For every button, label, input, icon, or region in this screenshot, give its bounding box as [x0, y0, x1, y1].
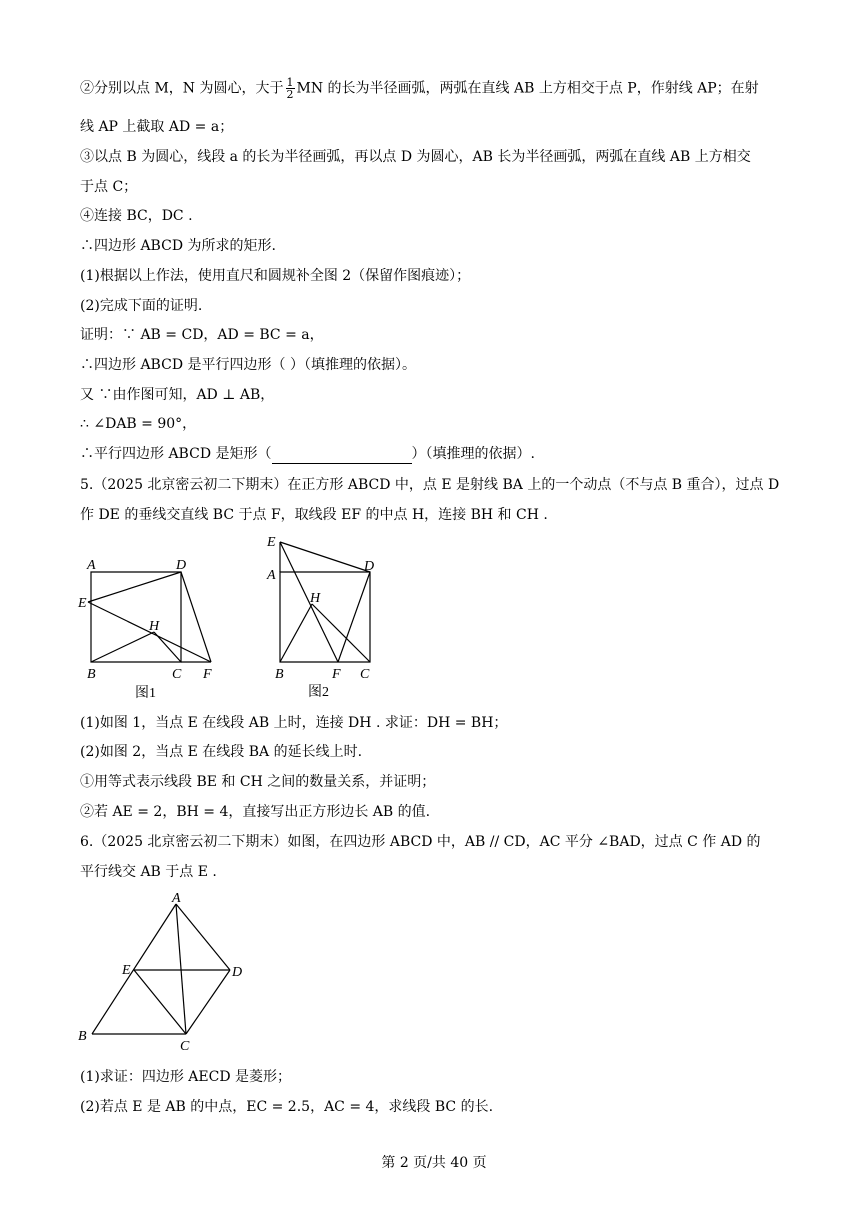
segment-ed: [280, 542, 370, 572]
label-h: H: [310, 591, 321, 606]
text-line: (2)如图 2，当点 E 在线段 BA 的延长线上时.: [80, 744, 363, 760]
text-line: 平行线交 AB 于点 E .: [80, 864, 217, 880]
segment-df: [181, 572, 211, 662]
segment-ad: [176, 904, 230, 970]
caption-fig1: 图1: [135, 686, 156, 701]
page-footer: 第 2 页/共 40 页: [381, 1155, 487, 1171]
label-e: E: [267, 535, 276, 550]
fraction: [286, 77, 295, 100]
label-f: F: [332, 667, 341, 682]
text-line: ∴四边形 ABCD 是平行四边形（ ）（填推理的依据）。: [80, 357, 416, 373]
text-segment: ∴平行四边形 ABCD 是矩形（: [80, 446, 272, 462]
fraction-denominator: 2: [286, 88, 294, 101]
label-d: D: [232, 965, 243, 980]
text-line: (2)若点 E 是 AB 的中点，EC = 2.5，AC = 4，求线段 BC 的长.: [80, 1099, 494, 1115]
label-a: A: [267, 568, 276, 583]
text-line: [80, 444, 535, 464]
text-line: 于点 C；: [80, 179, 138, 195]
segment-df: [338, 572, 370, 662]
segment-cd: [186, 970, 230, 1034]
problem-5-heading: 5.（2025 北京密云初二下期末）在正方形 ABCD 中，点 E 是射线 BA 上的一个动点（不与点 B 重合），过点 D: [80, 477, 780, 493]
label-a: A: [87, 558, 96, 573]
text-segment: ②分别以点 M，N 为圆心，大于: [80, 80, 284, 97]
fraction-numerator: 1: [286, 76, 294, 89]
segment-bh: [91, 632, 154, 662]
segment-ab: [92, 904, 176, 1034]
problem-6-heading: 6.（2025 北京密云初二下期末）如图，在四边形 ABCD 中，AB // CD，AC 平分 ∠BAD，过点 C 作 AD 的: [80, 834, 761, 850]
text-line: ②若 AE = 2，BH = 4，直接写出正方形边长 AB 的值.: [80, 804, 431, 820]
text-line: ③以点 B 为圆心，线段 a 的长为半径画弧，再以点 D 为圆心，AB 长为半径画弧，两弧在直线 AB 上方相交: [80, 149, 751, 165]
text-line: 证明：∵ AB = CD，AD = BC = a，: [80, 327, 324, 343]
text-line: (1)如图 1，当点 E 在线段 AB 上时，连接 DH . 求证：DH = BH；: [80, 715, 508, 731]
segment-ed: [88, 572, 181, 602]
figure-2: [260, 532, 390, 702]
segment-bh: [280, 604, 312, 662]
label-d: D: [176, 558, 187, 573]
label-a: A: [172, 891, 181, 906]
square-abcd: [91, 572, 181, 662]
text-segment: ）（填推理的依据）.: [411, 446, 535, 462]
segment-ec: [134, 970, 186, 1034]
label-c: C: [172, 667, 182, 682]
segment-ef: [280, 542, 338, 662]
segment-ac: [176, 904, 186, 1034]
label-b: B: [87, 667, 96, 682]
label-h: H: [149, 619, 160, 634]
text-line: 作 DE 的垂线交直线 BC 于点 F，取线段 EF 的中点 H，连接 BH 和 CH .: [80, 507, 548, 523]
label-c: C: [180, 1039, 190, 1054]
text-line: ∴ ∠DAB = 90°，: [80, 416, 197, 432]
text-line: ∴四边形 ABCD 为所求的矩形.: [80, 238, 276, 254]
text-line: (1)根据以上作法，使用直尺和圆规补全图 2（保留作图痕迹）；: [80, 268, 471, 284]
label-d: D: [364, 559, 375, 574]
label-e: E: [122, 963, 131, 978]
answer-blank: [272, 449, 412, 464]
text-line: (1)求证：四边形 AECD 是菱形；: [80, 1069, 291, 1085]
text-line: 线 AP 上截取 AD = a；: [80, 119, 234, 135]
label-b: B: [275, 667, 284, 682]
label-f: F: [203, 667, 212, 682]
label-b: B: [78, 1029, 87, 1044]
text-line: ①用等式表示线段 BE 和 CH 之间的数量关系，并证明；: [80, 774, 436, 790]
text-line: (2)完成下面的证明.: [80, 298, 203, 314]
figure-1: [75, 552, 225, 702]
figure-3: [70, 888, 260, 1058]
text-line: ④连接 BC，DC .: [80, 208, 193, 224]
segment-ch: [154, 632, 181, 662]
label-c: C: [360, 667, 370, 682]
caption-fig2: 图2: [308, 685, 329, 700]
text-segment: MN 的长为半径画弧，两弧在直线 AB 上方相交于点 P，作射线 AP；在射: [296, 80, 759, 97]
text-line: 又 ∵由作图可知，AD ⊥ AB，: [80, 387, 275, 403]
label-e: E: [78, 596, 87, 611]
text-line: [80, 77, 759, 100]
